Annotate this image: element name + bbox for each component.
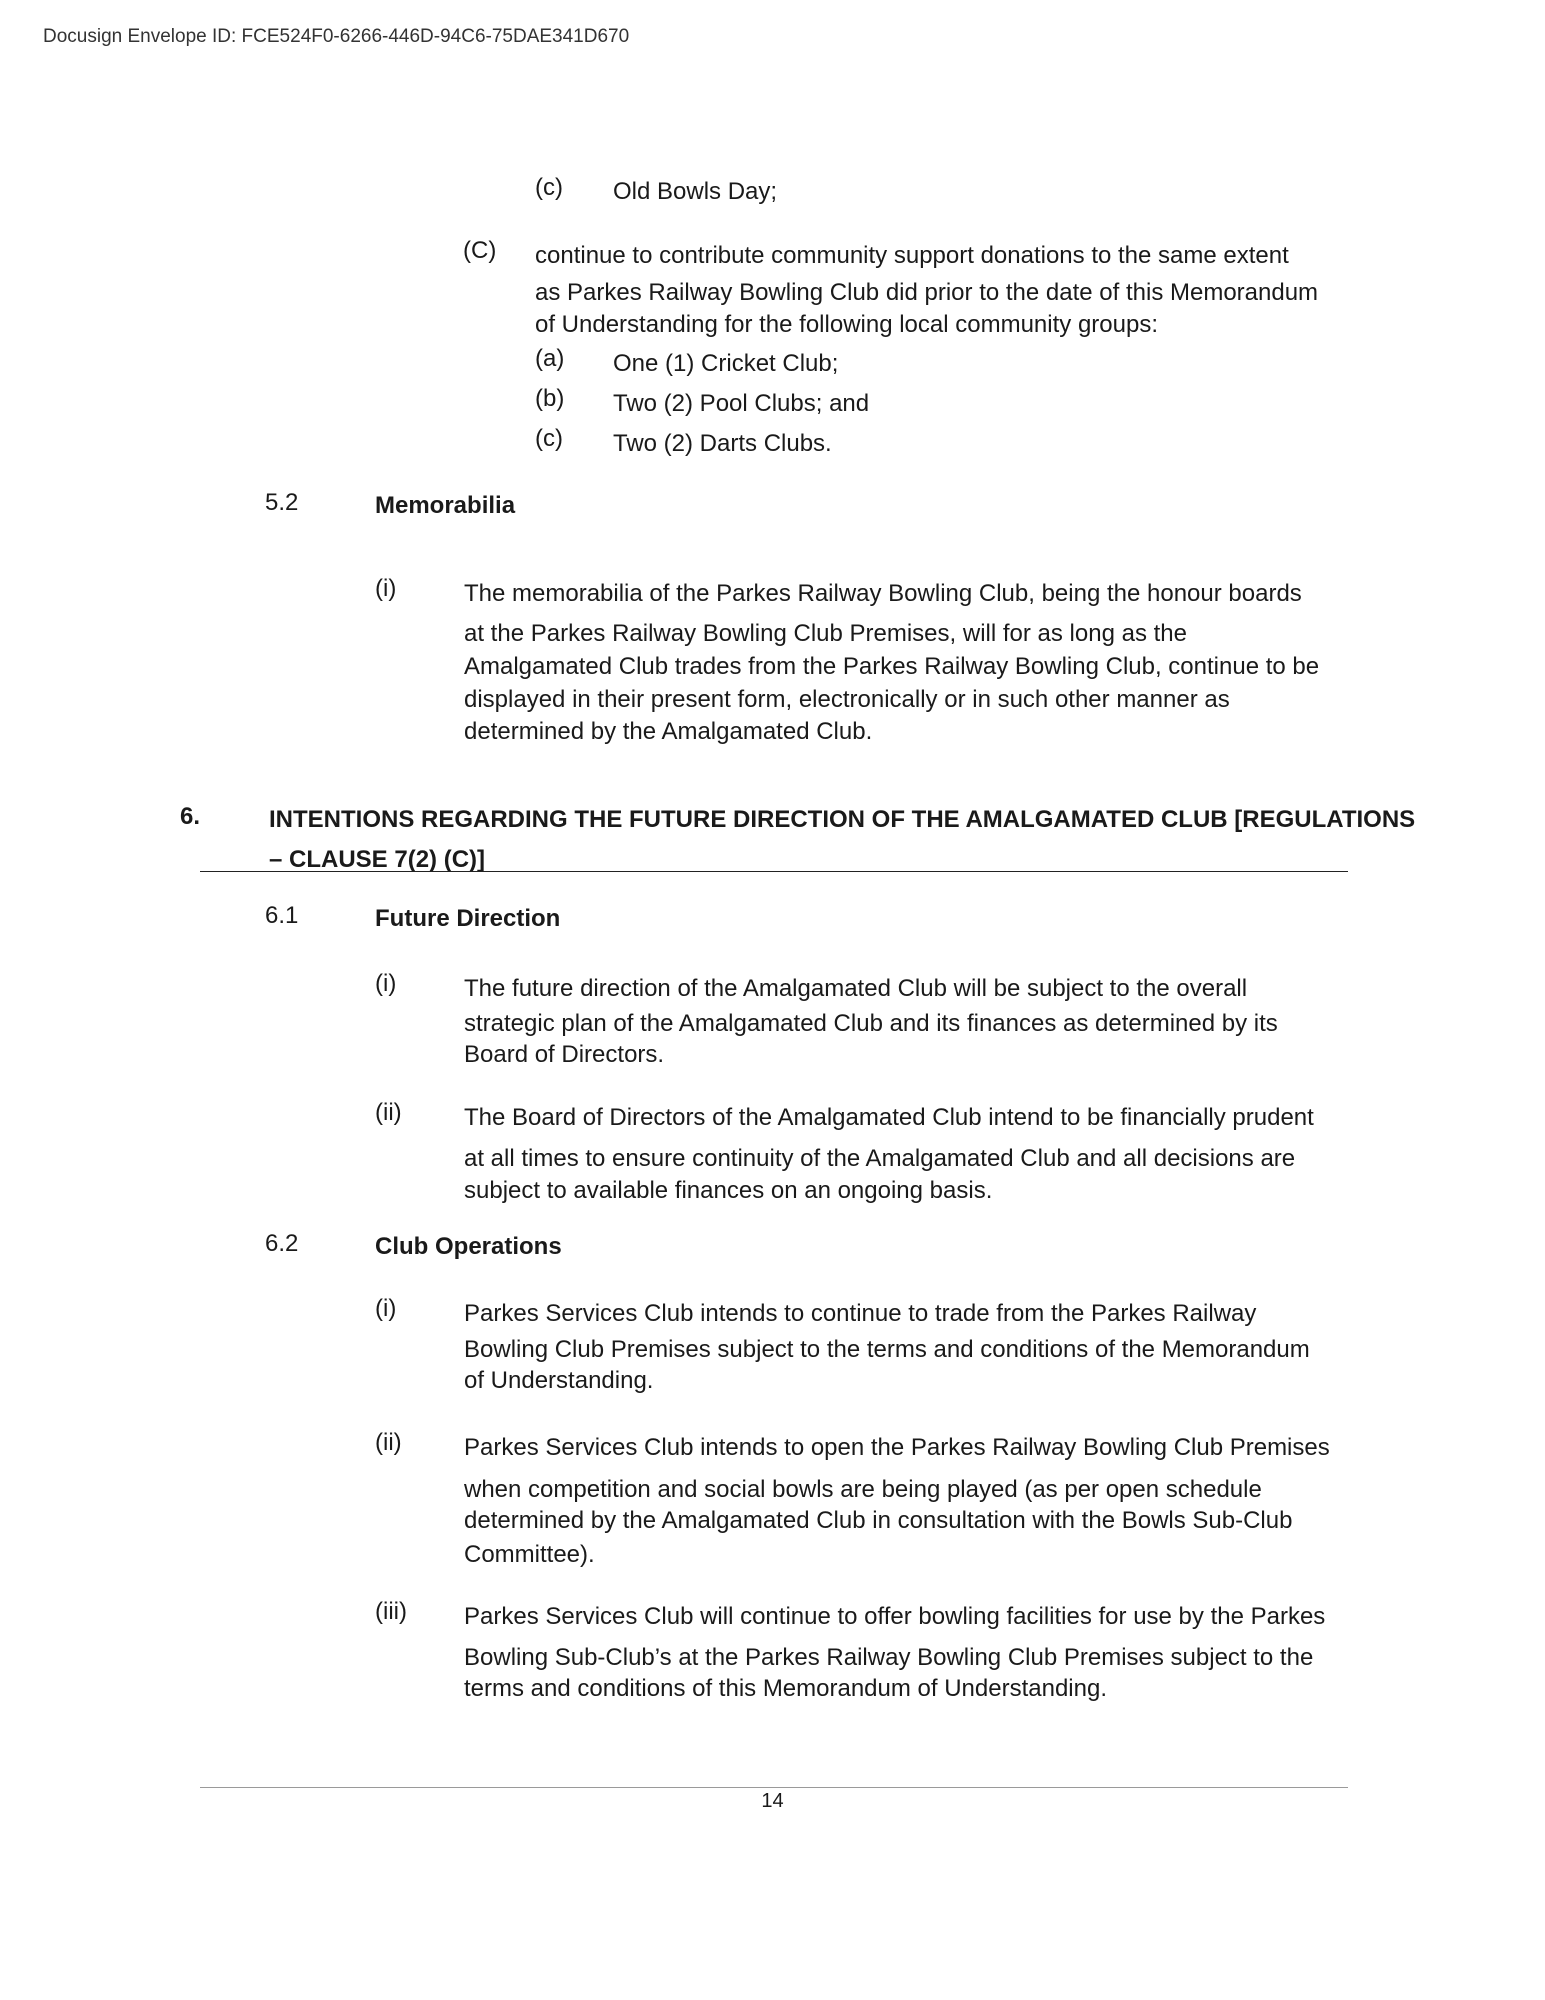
paragraph-line: subject to available finances on an ongoing basis. <box>464 1177 993 1204</box>
paragraph-line: Parkes Services Club intends to open the Parkes Railway Bowling Club Premises <box>464 1434 1330 1461</box>
paragraph-line: continue to contribute community support donations to the same extent <box>535 242 1289 269</box>
paragraph-line: determined by the Amalgamated Club in consultation with the Bowls Sub-Club <box>464 1507 1293 1534</box>
paragraph-line: terms and conditions of this Memorandum of Understanding. <box>464 1675 1107 1702</box>
list-item: One (1) Cricket Club; <box>613 350 839 377</box>
paragraph-line: Parkes Services Club intends to continue to trade from the Parkes Railway <box>464 1300 1257 1327</box>
item-label: (C) <box>463 237 497 264</box>
item-text: Old Bowls Day; <box>613 178 778 205</box>
paragraph-line: Amalgamated Club trades from the Parkes Railway Bowling Club, continue to be <box>464 653 1320 680</box>
paragraph-line: Bowling Sub-Club’s at the Parkes Railway Bowling Club Premises subject to the <box>464 1644 1314 1671</box>
paragraph-line: of Understanding. <box>464 1367 654 1394</box>
section-number: 5.2 <box>265 489 299 516</box>
paragraph-line: strategic plan of the Amalgamated Club and its finances as determined by its <box>464 1010 1278 1037</box>
heading-underline <box>200 871 1348 872</box>
item-label: (iii) <box>375 1598 407 1625</box>
paragraph-line: Bowling Club Premises subject to the terms and conditions of the Memorandum <box>464 1336 1310 1363</box>
paragraph-line: at the Parkes Railway Bowling Club Premises, will for as long as the <box>464 620 1187 647</box>
paragraph-line: The memorabilia of the Parkes Railway Bowling Club, being the honour boards <box>464 580 1302 607</box>
list-item: Two (2) Pool Clubs; and <box>613 390 870 417</box>
section-heading: Memorabilia <box>375 492 516 519</box>
section-number: 6.1 <box>265 902 299 929</box>
item-label: (i) <box>375 970 397 997</box>
section-number: 6. <box>180 803 201 830</box>
section-heading: Club Operations <box>375 1233 562 1260</box>
paragraph-line: Parkes Services Club will continue to offer bowling facilities for use by the Parkes <box>464 1603 1326 1630</box>
paragraph-line: displayed in their present form, electronically or in such other manner as <box>464 686 1230 713</box>
item-label: (c) <box>535 174 563 201</box>
item-label: (ii) <box>375 1429 402 1456</box>
docusign-envelope-id: Docusign Envelope ID: FCE524F0-6266-446D-94C6-75DAE341D670 <box>43 26 630 47</box>
item-label: (ii) <box>375 1099 402 1126</box>
page-number: 14 <box>761 1790 784 1812</box>
paragraph-line: The Board of Directors of the Amalgamated Club intend to be financially prudent <box>464 1104 1314 1131</box>
paragraph-line: Board of Directors. <box>464 1041 665 1068</box>
paragraph-line: determined by the Amalgamated Club. <box>464 718 873 745</box>
paragraph-line: as Parkes Railway Bowling Club did prior to the date of this Memorandum <box>535 279 1319 306</box>
item-label: (a) <box>535 345 565 372</box>
section-heading: Future Direction <box>375 905 561 932</box>
paragraph-line: when competition and social bowls are being played (as per open schedule <box>464 1476 1262 1503</box>
paragraph-line: of Understanding for the following local community groups: <box>535 311 1158 338</box>
section-heading: INTENTIONS REGARDING THE FUTURE DIRECTION OF THE AMALGAMATED CLUB [REGULATIONS <box>269 806 1416 833</box>
item-label: (i) <box>375 575 397 602</box>
footer-divider <box>200 1787 1348 1788</box>
section-number: 6.2 <box>265 1230 299 1257</box>
item-label: (b) <box>535 385 565 412</box>
item-label: (c) <box>535 425 563 452</box>
section-heading: – CLAUSE 7(2) (C)] <box>269 846 486 873</box>
item-label: (i) <box>375 1295 397 1322</box>
paragraph-line: Committee). <box>464 1541 595 1568</box>
list-item: Two (2) Darts Clubs. <box>613 430 832 457</box>
paragraph-line: The future direction of the Amalgamated Club will be subject to the overall <box>464 975 1248 1002</box>
paragraph-line: at all times to ensure continuity of the Amalgamated Club and all decisions are <box>464 1145 1296 1172</box>
